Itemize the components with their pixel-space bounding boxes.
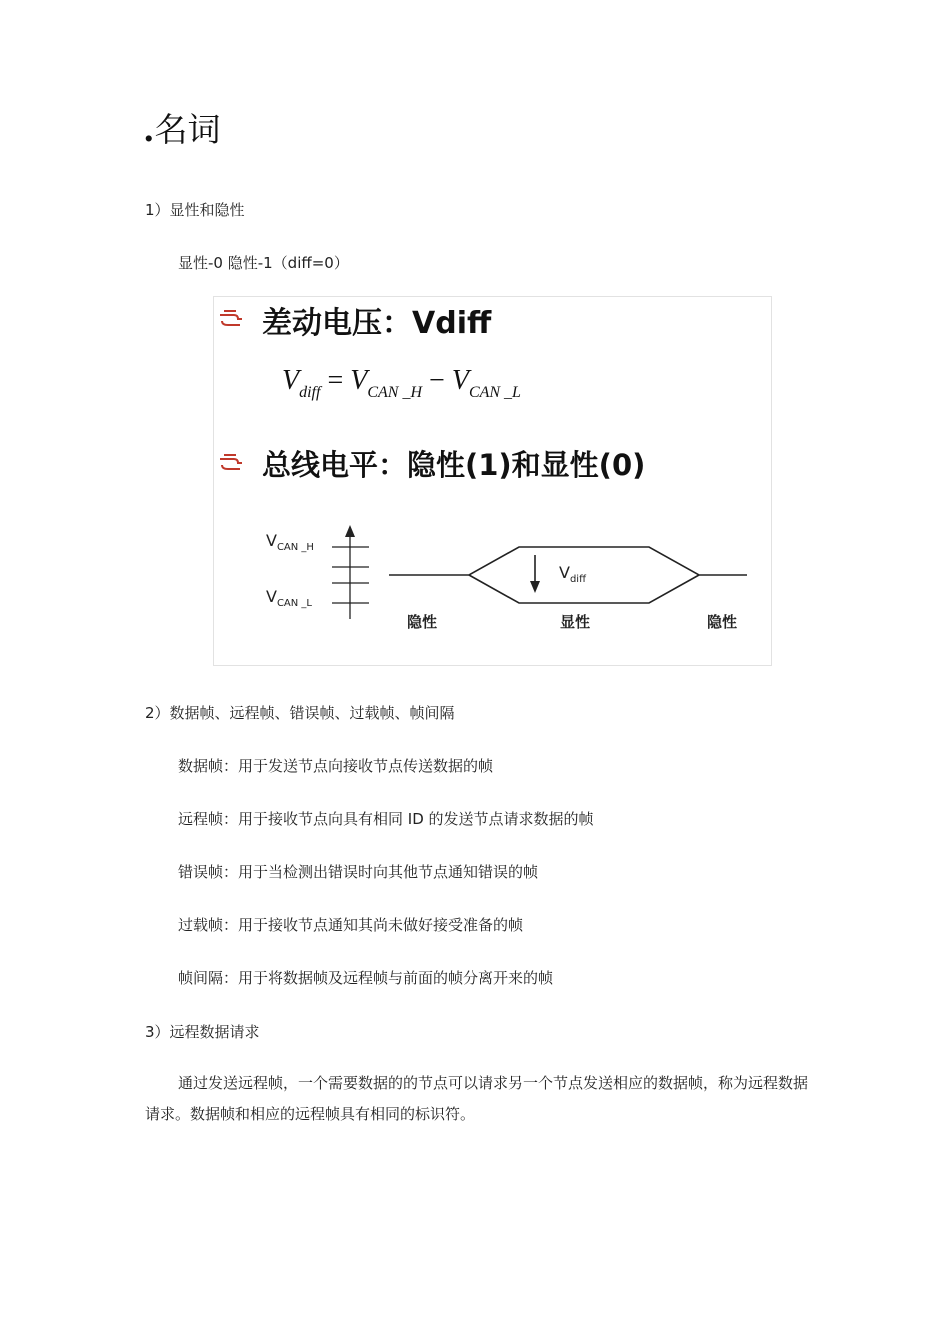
page-title: .名词 <box>143 110 221 149</box>
dominant-recessive-line: 显性-0 隐性-1（diff=0） <box>178 254 349 272</box>
recessive-right-label: 隐性 <box>707 613 738 631</box>
remote-frame-def: 远程帧：用于接收节点向具有相同 ID 的发送节点请求数据的帧 <box>178 810 594 828</box>
section-3-title: 3）远程数据请求 <box>145 1023 260 1041</box>
remote-request-paragraph: 通过发送远程帧，一个需要数据的的节点可以请求另一个节点发送相应的数据帧，称为远程数据请求。数据帧和相应的远程帧具有相同的标识符。 <box>145 1074 809 1123</box>
vdiff-formula <box>282 365 521 401</box>
pointing-hand-icon <box>220 311 242 325</box>
voltage-axis <box>332 529 369 619</box>
svg-text:Vdiff = VCAN _H − VCAN _L: $V_{diff} = V_{CAN \_H} - V_{CAN \_L}$ <box>282 365 521 401</box>
differential-voltage-heading: 差动电压：Vdiff <box>262 306 492 341</box>
recessive-left-label: 隐性 <box>407 613 438 631</box>
data-frame-def: 数据帧：用于发送节点向接收节点传送数据的帧 <box>178 757 494 775</box>
up-arrow-icon <box>345 525 355 537</box>
bus-level-heading: 总线电平：隐性(1)和显性(0) <box>262 448 646 482</box>
can-bus-level-figure <box>213 296 772 666</box>
interframe-space-def: 帧间隔：用于将数据帧及远程帧与前面的帧分离开来的帧 <box>178 969 554 987</box>
section-2-title: 2）数据帧、远程帧、错误帧、过载帧、帧间隔 <box>145 704 455 722</box>
overload-frame-def: 过载帧：用于接收节点通知其尚未做好接受准备的帧 <box>178 916 524 934</box>
section-1-title: 1）显性和隐性 <box>145 201 245 219</box>
vdiff-arrow-icon <box>530 555 540 593</box>
vdiff-label: $V_{diff}$ <box>559 563 586 585</box>
vcan-h-label: $V_{CAN \_H}$ <box>266 531 314 553</box>
error-frame-def: 错误帧：用于当检测出错误时向其他节点通知错误的帧 <box>178 863 539 881</box>
vcan-l-label: $V_{CAN \_L}$ <box>266 587 313 609</box>
pointing-hand-icon <box>220 455 242 469</box>
dominant-label: 显性 <box>560 613 591 631</box>
